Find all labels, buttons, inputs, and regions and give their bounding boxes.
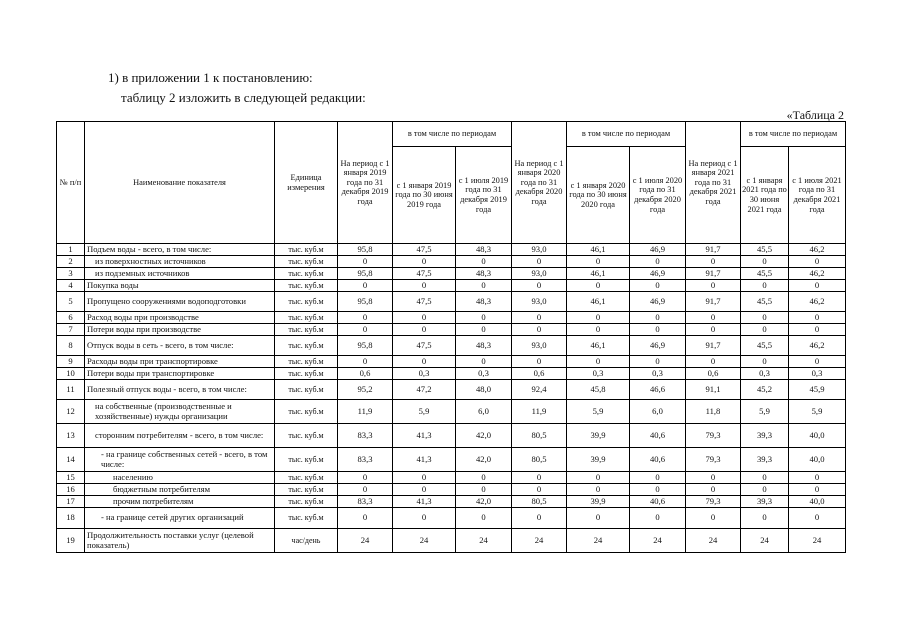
header-2021-h2: с 1 июля 2021 года по 31 декабря 2021 года — [789, 147, 846, 244]
value-cell: 48,3 — [456, 268, 512, 280]
indicator-name: - на границе сетей других организаций — [85, 508, 275, 529]
indicator-name: Потери воды при транспортировке — [85, 368, 275, 380]
unit-cell: тыс. куб.м — [275, 472, 338, 484]
value-cell: 46,6 — [630, 380, 686, 400]
indicator-name: Полезный отпуск воды - всего, в том числе: — [85, 380, 275, 400]
row-number: 2 — [57, 256, 85, 268]
row-number: 14 — [57, 448, 85, 472]
value-cell: 91,1 — [686, 380, 741, 400]
value-cell: 46,2 — [789, 336, 846, 356]
table-row — [57, 312, 846, 324]
value-cell: 0 — [393, 508, 456, 529]
value-cell: 0 — [630, 484, 686, 496]
value-cell: 24 — [567, 529, 630, 553]
value-cell: 47,5 — [393, 292, 456, 312]
value-cell: 0 — [630, 256, 686, 268]
value-cell: 91,7 — [686, 244, 741, 256]
table-row — [57, 484, 846, 496]
value-cell: 48,3 — [456, 244, 512, 256]
value-cell: 0,6 — [512, 368, 567, 380]
header-2019-h2: с 1 июля 2019 года по 31 декабря 2019 года — [456, 147, 512, 244]
value-cell: 41,3 — [393, 448, 456, 472]
value-cell: 46,9 — [630, 292, 686, 312]
row-number: 1 — [57, 244, 85, 256]
table-row — [57, 268, 846, 280]
value-cell: 0 — [338, 312, 393, 324]
unit-cell: тыс. куб.м — [275, 380, 338, 400]
value-cell: 0 — [789, 484, 846, 496]
value-cell: 0 — [512, 312, 567, 324]
row-number: 19 — [57, 529, 85, 553]
unit-cell: тыс. куб.м — [275, 448, 338, 472]
value-cell: 0,6 — [338, 368, 393, 380]
header-number: № п/п — [57, 122, 85, 244]
value-cell: 0 — [456, 256, 512, 268]
value-cell: 0,3 — [630, 368, 686, 380]
value-cell: 0 — [512, 256, 567, 268]
row-number: 3 — [57, 268, 85, 280]
table-row — [57, 424, 846, 448]
row-number: 4 — [57, 280, 85, 292]
value-cell: 0 — [512, 484, 567, 496]
value-cell: 0 — [567, 484, 630, 496]
value-cell: 0 — [393, 256, 456, 268]
value-cell: 45,5 — [741, 336, 789, 356]
value-cell: 0 — [393, 324, 456, 336]
value-cell: 24 — [512, 529, 567, 553]
table-row — [57, 400, 846, 424]
value-cell: 47,5 — [393, 244, 456, 256]
table-row — [57, 368, 846, 380]
value-cell: 79,3 — [686, 448, 741, 472]
value-cell: 0 — [567, 472, 630, 484]
value-cell: 0 — [686, 472, 741, 484]
value-cell: 40,0 — [789, 448, 846, 472]
unit-cell: тыс. куб.м — [275, 324, 338, 336]
header-2020-total: На период с 1 января 2020 года по 31 декабря 2020 года — [512, 122, 567, 244]
value-cell: 80,5 — [512, 424, 567, 448]
table-row — [57, 472, 846, 484]
value-cell: 0 — [567, 356, 630, 368]
value-cell: 0 — [567, 256, 630, 268]
value-cell: 93,0 — [512, 292, 567, 312]
indicator-name: Потери воды при производстве — [85, 324, 275, 336]
value-cell: 0 — [338, 256, 393, 268]
value-cell: 24 — [393, 529, 456, 553]
value-cell: 0 — [789, 256, 846, 268]
value-cell: 0 — [789, 280, 846, 292]
header-name: Наименование показателя — [85, 122, 275, 244]
value-cell: 0,3 — [789, 368, 846, 380]
value-cell: 0 — [512, 472, 567, 484]
unit-cell: тыс. куб.м — [275, 268, 338, 280]
unit-cell: тыс. куб.м — [275, 496, 338, 508]
value-cell: 0,3 — [741, 368, 789, 380]
value-cell: 42,0 — [456, 424, 512, 448]
value-cell: 95,2 — [338, 380, 393, 400]
value-cell: 40,0 — [789, 424, 846, 448]
value-cell: 0 — [686, 312, 741, 324]
value-cell: 5,9 — [789, 400, 846, 424]
value-cell: 39,9 — [567, 496, 630, 508]
value-cell: 0 — [686, 484, 741, 496]
value-cell: 91,7 — [686, 268, 741, 280]
value-cell: 0 — [686, 280, 741, 292]
unit-cell: тыс. куб.м — [275, 400, 338, 424]
value-cell: 0 — [741, 256, 789, 268]
indicator-name: Покупка воды — [85, 280, 275, 292]
row-number: 9 — [57, 356, 85, 368]
value-cell: 0 — [630, 324, 686, 336]
unit-cell: тыс. куб.м — [275, 424, 338, 448]
table-row — [57, 356, 846, 368]
value-cell: 46,2 — [789, 292, 846, 312]
water-supply-table — [56, 121, 846, 553]
value-cell: 11,8 — [686, 400, 741, 424]
value-cell: 0,3 — [456, 368, 512, 380]
indicator-name: из поверхностных источников — [85, 256, 275, 268]
unit-cell: тыс. куб.м — [275, 256, 338, 268]
value-cell: 0 — [789, 312, 846, 324]
value-cell: 0 — [789, 508, 846, 529]
row-number: 16 — [57, 484, 85, 496]
value-cell: 95,8 — [338, 268, 393, 280]
value-cell: 39,3 — [741, 448, 789, 472]
value-cell: 93,0 — [512, 336, 567, 356]
value-cell: 0 — [741, 472, 789, 484]
row-number: 7 — [57, 324, 85, 336]
table-row — [57, 336, 846, 356]
unit-cell: тыс. куб.м — [275, 356, 338, 368]
value-cell: 0 — [393, 484, 456, 496]
value-cell: 42,0 — [456, 496, 512, 508]
value-cell: 0 — [789, 356, 846, 368]
header-2019-total: На период с 1 января 2019 года по 31 декабря 2019 года — [338, 122, 393, 244]
value-cell: 5,9 — [741, 400, 789, 424]
value-cell: 5,9 — [393, 400, 456, 424]
intro-line-2: таблицу 2 изложить в следующей редакции: — [121, 90, 366, 105]
header-unit: Единица измерения — [275, 122, 338, 244]
table-row — [57, 292, 846, 312]
indicator-name: населению — [85, 472, 275, 484]
indicator-name: из подземных источников — [85, 268, 275, 280]
indicator-name: Отпуск воды в сеть - всего, в том числе: — [85, 336, 275, 356]
value-cell: 5,9 — [567, 400, 630, 424]
value-cell: 93,0 — [512, 268, 567, 280]
value-cell: 11,9 — [338, 400, 393, 424]
value-cell: 48,3 — [456, 336, 512, 356]
unit-cell: тыс. куб.м — [275, 280, 338, 292]
row-number: 5 — [57, 292, 85, 312]
table-row — [57, 380, 846, 400]
value-cell: 0,3 — [393, 368, 456, 380]
value-cell: 0 — [338, 484, 393, 496]
value-cell: 0 — [393, 280, 456, 292]
row-number: 8 — [57, 336, 85, 356]
row-number: 11 — [57, 380, 85, 400]
header-2019-h1: с 1 января 2019 года по 30 июня 2019 года — [393, 147, 456, 244]
value-cell: 45,5 — [741, 244, 789, 256]
unit-cell: тыс. куб.м — [275, 508, 338, 529]
header-2021-h1: с 1 января 2021 года по 30 июня 2021 года — [741, 147, 789, 244]
value-cell: 0 — [567, 324, 630, 336]
value-cell: 40,6 — [630, 448, 686, 472]
value-cell: 46,1 — [567, 244, 630, 256]
value-cell: 0 — [741, 312, 789, 324]
value-cell: 0 — [512, 356, 567, 368]
header-2021-total: На период с 1 января 2021 года по 31 декабря 2021 года — [686, 122, 741, 244]
table-row — [57, 496, 846, 508]
value-cell: 39,9 — [567, 424, 630, 448]
value-cell: 6,0 — [630, 400, 686, 424]
value-cell: 47,5 — [393, 336, 456, 356]
value-cell: 11,9 — [512, 400, 567, 424]
indicator-name: Расход воды при производстве — [85, 312, 275, 324]
value-cell: 0 — [393, 472, 456, 484]
table-row — [57, 529, 846, 553]
value-cell: 0 — [512, 324, 567, 336]
unit-cell: тыс. куб.м — [275, 336, 338, 356]
header-2020-h1: с 1 января 2020 года по 30 июня 2020 года — [567, 147, 630, 244]
row-number: 6 — [57, 312, 85, 324]
value-cell: 46,9 — [630, 268, 686, 280]
value-cell: 0 — [686, 324, 741, 336]
value-cell: 0 — [630, 356, 686, 368]
value-cell: 24 — [456, 529, 512, 553]
indicator-name: Подъем воды - всего, в том числе: — [85, 244, 275, 256]
value-cell: 83,3 — [338, 496, 393, 508]
value-cell: 0 — [393, 312, 456, 324]
value-cell: 24 — [338, 529, 393, 553]
value-cell: 80,5 — [512, 448, 567, 472]
value-cell: 0 — [686, 508, 741, 529]
value-cell: 0 — [456, 280, 512, 292]
table-row — [57, 508, 846, 529]
indicator-name: сторонним потребителям - всего, в том числе: — [85, 424, 275, 448]
value-cell: 0 — [741, 324, 789, 336]
value-cell: 41,3 — [393, 496, 456, 508]
table-row — [57, 324, 846, 336]
value-cell: 0 — [741, 484, 789, 496]
value-cell: 42,0 — [456, 448, 512, 472]
value-cell: 0 — [456, 484, 512, 496]
value-cell: 0 — [686, 256, 741, 268]
value-cell: 0 — [686, 356, 741, 368]
value-cell: 24 — [630, 529, 686, 553]
value-cell: 46,2 — [789, 268, 846, 280]
value-cell: 24 — [686, 529, 741, 553]
unit-cell: тыс. куб.м — [275, 368, 338, 380]
value-cell: 0 — [512, 280, 567, 292]
value-cell: 45,8 — [567, 380, 630, 400]
value-cell: 79,3 — [686, 496, 741, 508]
value-cell: 48,3 — [456, 292, 512, 312]
value-cell: 24 — [741, 529, 789, 553]
unit-cell: час/день — [275, 529, 338, 553]
value-cell: 45,9 — [789, 380, 846, 400]
row-number: 12 — [57, 400, 85, 424]
value-cell: 39,9 — [567, 448, 630, 472]
value-cell: 39,3 — [741, 496, 789, 508]
unit-cell: тыс. куб.м — [275, 312, 338, 324]
value-cell: 48,0 — [456, 380, 512, 400]
value-cell: 6,0 — [456, 400, 512, 424]
value-cell: 0 — [338, 472, 393, 484]
value-cell: 0 — [630, 472, 686, 484]
row-number: 15 — [57, 472, 85, 484]
header-2020-periods: в том числе по периодам — [567, 122, 686, 147]
value-cell: 0 — [393, 356, 456, 368]
value-cell: 0 — [456, 472, 512, 484]
indicator-name: бюджетным потребителям — [85, 484, 275, 496]
row-number: 17 — [57, 496, 85, 508]
value-cell: 0 — [338, 356, 393, 368]
header-2019-periods: в том числе по периодам — [393, 122, 512, 147]
value-cell: 45,2 — [741, 380, 789, 400]
unit-cell: тыс. куб.м — [275, 292, 338, 312]
value-cell: 0 — [630, 312, 686, 324]
value-cell: 46,1 — [567, 268, 630, 280]
unit-cell: тыс. куб.м — [275, 244, 338, 256]
value-cell: 40,6 — [630, 496, 686, 508]
value-cell: 46,1 — [567, 292, 630, 312]
value-cell: 24 — [789, 529, 846, 553]
table-row — [57, 244, 846, 256]
value-cell: 83,3 — [338, 424, 393, 448]
indicator-name: на собственные (производственные и хозяйственные) нужды организации — [85, 400, 275, 424]
value-cell: 92,4 — [512, 380, 567, 400]
value-cell: 45,5 — [741, 292, 789, 312]
value-cell: 79,3 — [686, 424, 741, 448]
value-cell: 0 — [741, 280, 789, 292]
value-cell: 0 — [567, 312, 630, 324]
value-cell: 39,3 — [741, 424, 789, 448]
value-cell: 95,8 — [338, 244, 393, 256]
row-number: 10 — [57, 368, 85, 380]
value-cell: 83,3 — [338, 448, 393, 472]
intro-line-1: 1) в приложении 1 к постановлению: — [108, 70, 313, 85]
value-cell: 0 — [567, 508, 630, 529]
value-cell: 46,1 — [567, 336, 630, 356]
value-cell: 80,5 — [512, 496, 567, 508]
value-cell: 93,0 — [512, 244, 567, 256]
value-cell: 0 — [741, 356, 789, 368]
header-2021-periods: в том числе по периодам — [741, 122, 846, 147]
header-2020-h2: с 1 июля 2020 года по 31 декабря 2020 года — [630, 147, 686, 244]
value-cell: 0 — [741, 508, 789, 529]
value-cell: 47,2 — [393, 380, 456, 400]
value-cell: 0 — [512, 508, 567, 529]
value-cell: 91,7 — [686, 336, 741, 356]
value-cell: 0 — [630, 508, 686, 529]
value-cell: 0,6 — [686, 368, 741, 380]
table-body — [57, 244, 846, 553]
value-cell: 0 — [338, 324, 393, 336]
indicator-name: Расходы воды при транспортировке — [85, 356, 275, 368]
value-cell: 0 — [456, 356, 512, 368]
value-cell: 0 — [456, 312, 512, 324]
indicator-name: - на границе собственных сетей - всего, в том числе: — [85, 448, 275, 472]
value-cell: 0,3 — [567, 368, 630, 380]
value-cell: 40,6 — [630, 424, 686, 448]
value-cell: 95,8 — [338, 292, 393, 312]
value-cell: 95,8 — [338, 336, 393, 356]
table-caption: «Таблица 2 — [786, 108, 844, 122]
table-row — [57, 448, 846, 472]
value-cell: 0 — [338, 280, 393, 292]
row-number: 18 — [57, 508, 85, 529]
indicator-name: Пропущено сооружениями водоподготовки — [85, 292, 275, 312]
indicator-name: прочим потребителям — [85, 496, 275, 508]
table-row — [57, 280, 846, 292]
row-number: 13 — [57, 424, 85, 448]
value-cell: 0 — [567, 280, 630, 292]
value-cell: 91,7 — [686, 292, 741, 312]
value-cell: 45,5 — [741, 268, 789, 280]
table-row — [57, 256, 846, 268]
value-cell: 46,9 — [630, 336, 686, 356]
value-cell: 0 — [456, 324, 512, 336]
unit-cell: тыс. куб.м — [275, 484, 338, 496]
value-cell: 46,2 — [789, 244, 846, 256]
value-cell: 41,3 — [393, 424, 456, 448]
value-cell: 0 — [789, 472, 846, 484]
value-cell: 0 — [456, 508, 512, 529]
value-cell: 47,5 — [393, 268, 456, 280]
value-cell: 40,0 — [789, 496, 846, 508]
value-cell: 0 — [338, 508, 393, 529]
value-cell: 0 — [789, 324, 846, 336]
indicator-name: Продолжительность поставки услуг (целевой показатель) — [85, 529, 275, 553]
value-cell: 46,9 — [630, 244, 686, 256]
value-cell: 0 — [630, 280, 686, 292]
